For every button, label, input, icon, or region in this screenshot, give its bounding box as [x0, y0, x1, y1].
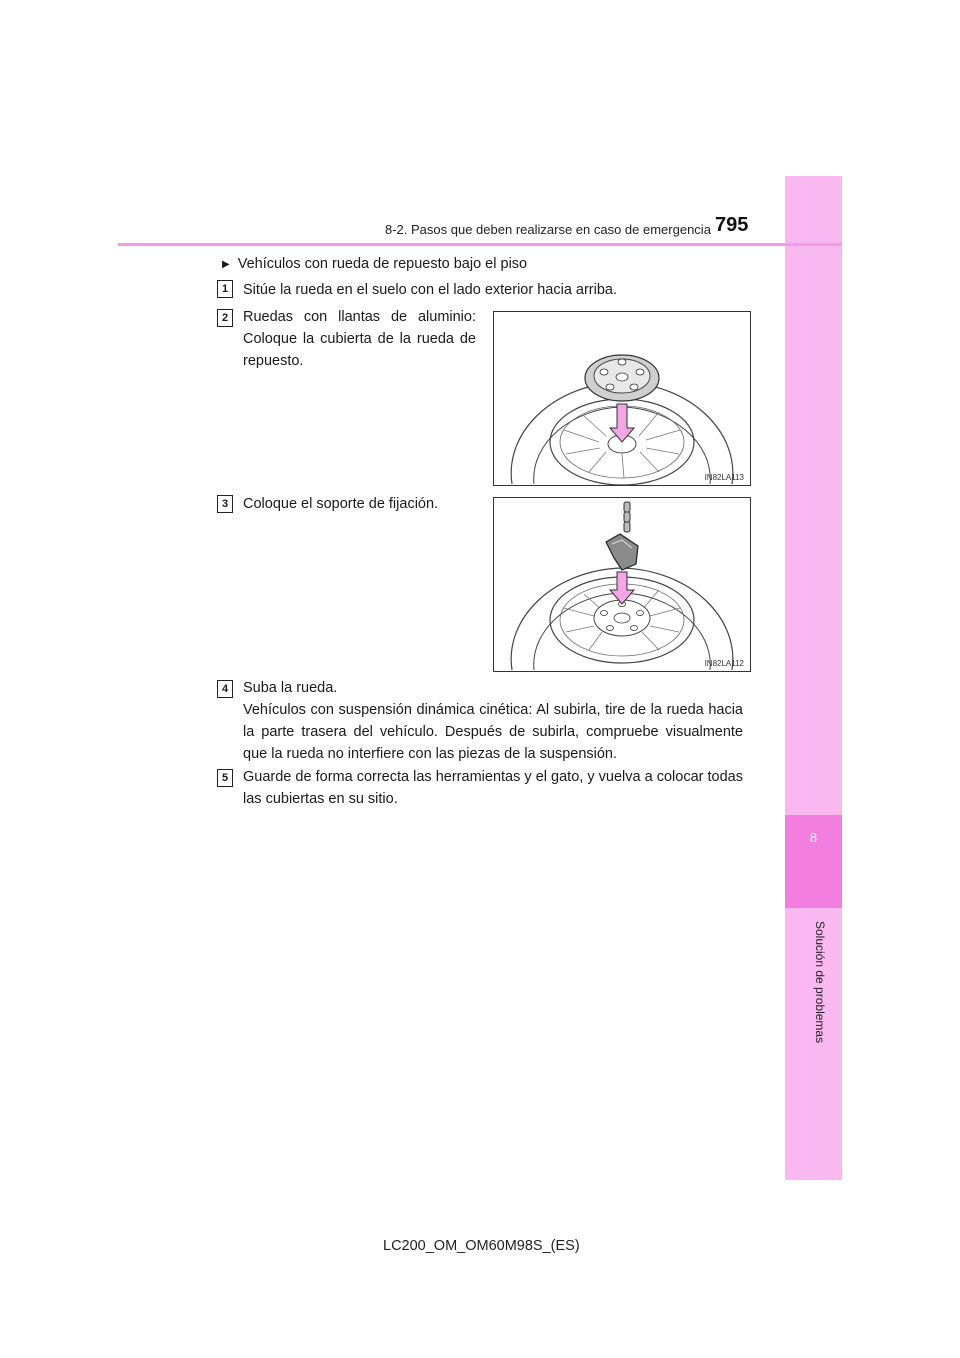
chapter-title: Solución de problemas: [813, 921, 827, 1044]
figure-fixing-bracket: [493, 497, 751, 672]
sub-heading-text: Vehículos con rueda de repuesto bajo el piso: [237, 256, 528, 272]
step-number-2: 2: [217, 309, 233, 327]
chapter-number-box: [785, 815, 842, 908]
figure-wheel-cover: [493, 311, 751, 486]
step-text-3: Coloque el soporte de fijación.: [243, 496, 439, 512]
step-number-4: 4: [217, 680, 233, 698]
page-number: 795: [715, 214, 749, 236]
chapter-number: 8: [809, 830, 818, 845]
step-text-4: Suba la rueda. Vehículos con suspensión dinámica cinética: Al subirla, tire de la rueda hacia la parte trasera del vehículo. Después de subirla, compruebe visualmente que la rueda no interfiere con las piezas de la suspensión.: [243, 680, 743, 762]
step-text-2: Ruedas con llantas de aluminio: Coloque la cubierta de la rueda de repuesto.: [243, 309, 476, 369]
figure-code: IN82LA112: [704, 659, 744, 668]
step-number-3: 3: [217, 495, 233, 513]
triangle-right-icon: ▶: [222, 259, 230, 270]
step-text-1: Sitúe la rueda en el suelo con el lado exterior hacia arriba.: [243, 282, 618, 298]
section-title: 8-2. Pasos que deben realizarse en caso de emergencia: [385, 222, 711, 237]
sub-heading: [222, 256, 527, 272]
header-divider: [118, 243, 842, 246]
figure-code: IN82LA113: [704, 473, 744, 482]
chapter-side-tab: [785, 176, 842, 1180]
wheel-cover-illustration: [494, 312, 750, 485]
step-text-5: Guarde de forma correcta las herramientas y el gato, y vuelva a colocar todas las cubiertas en su sitio.: [243, 769, 743, 807]
document-code: LC200_OM_OM60M98S_(ES): [383, 1238, 580, 1254]
step-number-5: 5: [217, 769, 233, 787]
step-number-1: 1: [217, 280, 233, 298]
fixing-bracket-illustration: [494, 498, 750, 671]
